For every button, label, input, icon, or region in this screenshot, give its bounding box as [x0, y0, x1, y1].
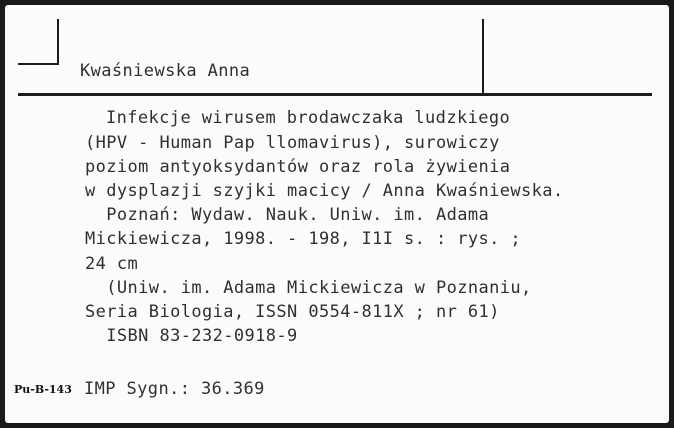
header-divider-vertical — [482, 19, 484, 95]
body-line-7: 24 cm — [85, 254, 139, 274]
body-line-5: Poznań: Wydaw. Nauk. Uniw. im. Adama — [85, 205, 490, 225]
body-line-4: w dysplazji szyjki macicy / Anna Kwaśniewska. — [85, 181, 564, 201]
body-line-8: (Uniw. im. Adama Mickiewicza w Poznaniu, — [85, 278, 532, 298]
body-line-2: (HPV - Human Pap llomavirus), surowiczy — [85, 133, 500, 153]
corner-mark-horizontal — [18, 63, 59, 65]
corner-mark-vertical — [57, 19, 59, 65]
author-heading: Kwaśniewska Anna — [80, 61, 251, 81]
catalog-card — [5, 5, 669, 423]
body-line-3: poziom antyoksydantów oraz rola żywienia — [85, 157, 511, 177]
body-line-1: Infekcje wirusem brodawczaka ludzkiego — [106, 108, 511, 128]
library-stamp: Pu-B-143 — [14, 383, 72, 396]
call-number: IMP Sygn.: 36.369 — [84, 379, 265, 399]
body-line-10: ISBN 83-232-0918-9 — [85, 326, 298, 346]
header-rule — [18, 93, 652, 96]
body-line-9: Seria Biologia, ISSN 0554-811X ; nr 61) — [85, 302, 500, 322]
body-line-6: Mickiewicza, 1998. - 198, I1I s. : rys. ; — [85, 229, 522, 249]
